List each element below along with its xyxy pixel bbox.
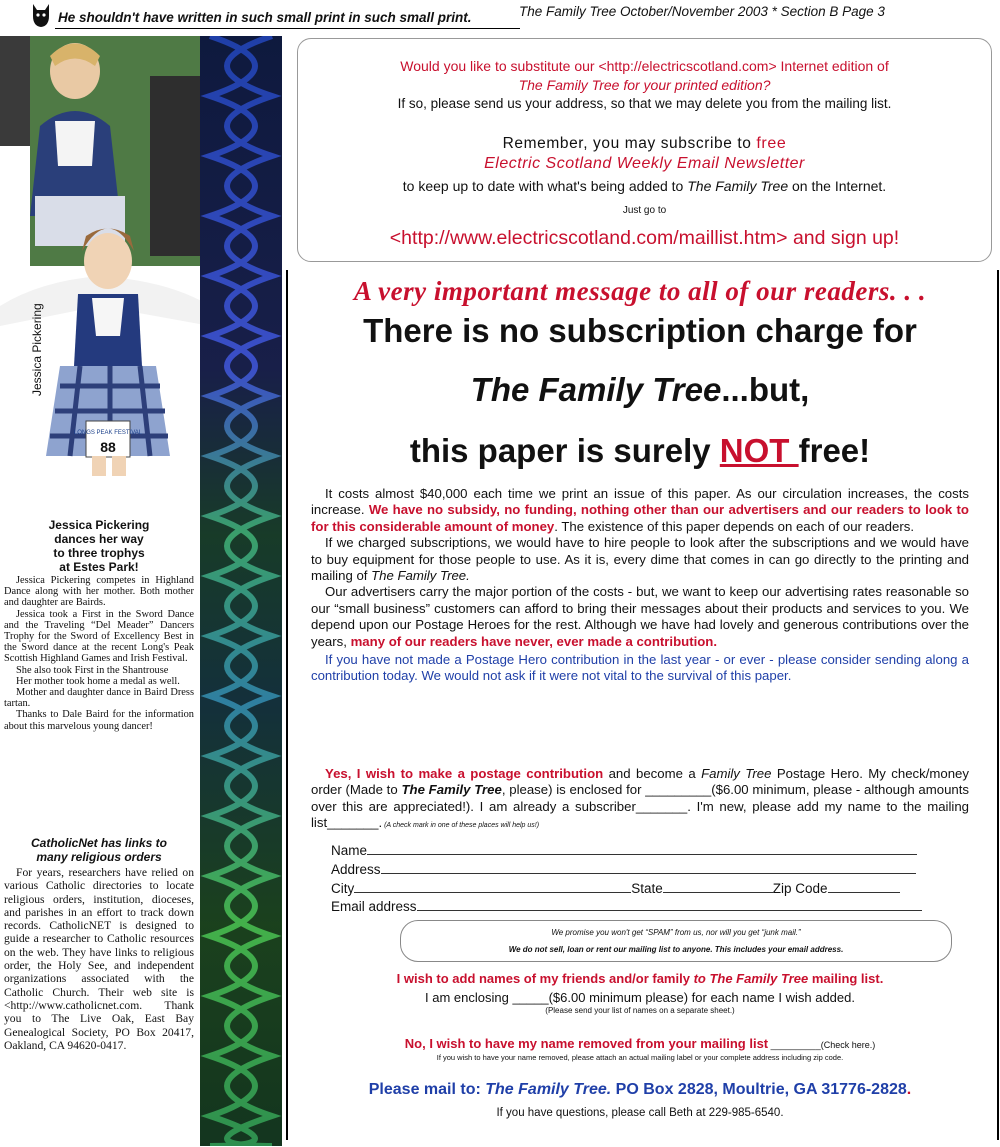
state-field[interactable] [663,880,773,893]
substitute-offer-title: The Family Tree for your printed edition? [518,77,771,93]
state-label: State [631,881,663,896]
add-friends-heading: I wish to add names of my friends and/or family to The Family Tree mailing list. [396,971,884,986]
article-catholicnet-title: CatholicNet has links to many religious orders [30,836,168,864]
header-quip: He shouldn't have written in such small print in such small print. [58,10,472,25]
headline-line2: The Family Tree...but, [470,371,810,408]
cat-logo-icon [30,2,52,28]
name-field[interactable] [367,842,917,855]
internet-edition-box [297,38,992,262]
email-field-row[interactable] [331,898,922,914]
maillist-link-line: <http://www.electricscotland.com/maillist.htm> and sign up! [389,227,900,249]
name-label: Name [331,843,368,858]
bib-number: 88 [100,439,116,455]
page-header [0,0,1000,30]
questions-line: If you have questions, please call Beth at 229-985-6540. [496,1107,784,1119]
dancer-photo [0,36,200,504]
keep-up-line: to keep up to date with what's being added to The Family Tree on the Internet. [402,178,887,194]
newsletter-name: Electric Scotland Weekly Email Newsletter [484,155,805,172]
article-jessica-body: Jessica Pickering competes in Highland Dance along with her mother. Both mother and daughter are Bairds. Jessica took a First in the Sword Dance and the Traveling “Del Meader” Dancers Trophy for the Sword of Excellency Best in the Sword dance at the recent Long's Peak Scottish Highland Games and Irish Festival. She also took First in the Shantrouse Her mother took home a medal as well. Mother and daughter dance in Baird Dress tartan. Thanks to Dale Baird for the information about this marvelous young dancer! [4,575,194,732]
article-catholicnet-body: For years, researchers have relied on various Catholic directories to locate religious orders, institution, dioceses, and parishes in an effort to track down records. CatholicNET is designed to guide a researcher to Catholic resources on the web. They have links to religious order, the Holy See, and independent organizations associated with the Catholic Church. Their web site is <http://www.catholicnet.com. Thank you to The Live Oak, East Bay Genealogical Society, PO Box 20417, Oakland, CA 94620-0417. [4,866,194,1052]
city-state-zip-row[interactable] [331,880,900,896]
contribution-paragraph: Yes, I wish to make a postage contribution and become a Family Tree Postage Hero. My check/money order (Made to The Family Tree, please) is enclosed for _________($6.00 minimum, please - although amounts over this are appreciated!). I am already a subscriber_______. I'm new, please add my name to the mailing list_______. (A check mark in one of these places will help us!) [311,766,969,831]
article-jessica [4,518,194,732]
celtic-knot-border [200,36,282,1146]
subscribe-line: Remember, you may subscribe to free [502,135,787,152]
address-label: Address [331,862,381,877]
city-label: City [331,881,355,896]
zip-label: Zip Code [772,881,828,896]
headline-line1: There is no subscription charge for [363,312,917,349]
just-go-to: Just go to [622,205,667,216]
address-field-row[interactable] [331,861,916,877]
zip-field[interactable] [828,880,900,893]
article-jessica-title: Jessica Pickering dances her way to three trophys at Estes Park! [48,518,150,574]
mail-to-line: Please mail to: The Family Tree. PO Box 2828, Moultrie, GA 31776-2828. [368,1081,912,1098]
script-heading: A very important message to all of our readers. . . [353,276,927,306]
spam-promise-box: We promise you won't get “SPAM” from us, nor will you get “junk mail.” We do not sell, loan or rent our mailing list to anyone. This includes your email address. [400,920,952,962]
add-friends-enclosing: I am enclosing _____($6.00 minimum please) for each name I wish added. [425,990,855,1005]
header-issue: The Family Tree October/November 2003 * Section B Page 3 [519,4,885,19]
email-field[interactable] [417,898,922,911]
cost-paragraph: It costs almost $40,000 each time we print an issue of this paper. As our circulation increases, the costs increase. We have no subsidy, no funding, nothing other than our advertisers and our readers to look to for this considerable amount of money. The existence of this paper depends on each of our readers. If we charged subscriptions, we would have to hire people to look after the subscriptions and we would have to buy equipment for those people to use. As it is, every dime that comes in can go directly to the printing and mailing of The Family Tree. Our advertisers carry the major portion of the costs - but, we want to keep our advertising rates reasonable so our “small business” customers can afford to bring their messages about their products and services to you. We depend upon our Postage Heroes for the rest. Although we have had lovely and generous contributions over the years, many of our readers have never, ever made a contribution. If you have not made a Postage Hero contribution in the last year - or ever - please consider sending along a contribution today. We would not ask if it were not vital to the survival of this paper. [311,486,969,684]
remove-name-line: No, I wish to have my name removed from your mailing list __________(Check here.) [404,1036,876,1051]
delete-request-line: If so, please send us your address, so that we may delete you from the mailing list. [397,96,892,111]
add-friends-note: (Please send your list of names on a separate sheet.) [545,1006,735,1015]
maillist-link[interactable]: <http://www.electricscotland.com/maillist.htm> [389,227,788,249]
email-label: Email address [331,899,417,914]
city-field[interactable] [354,880,631,893]
article-catholicnet [4,836,194,1052]
photo-caption: Jessica Pickering [30,303,44,396]
header-rule [55,28,520,29]
bib-label: LONGS PEAK FESTIVAL [73,430,143,436]
address-field[interactable] [381,861,916,874]
headline-line3: this paper is surely NOT free! [409,432,871,469]
photo-illustration [0,36,200,504]
name-field-row[interactable] [331,842,917,858]
substitute-offer-line: Would you like to substitute our <http://electricscotland.com> Internet edition of [400,58,889,74]
remove-name-note: If you wish to have your name removed, please attach an actual mailing label or your complete address including zip code. [436,1053,844,1062]
